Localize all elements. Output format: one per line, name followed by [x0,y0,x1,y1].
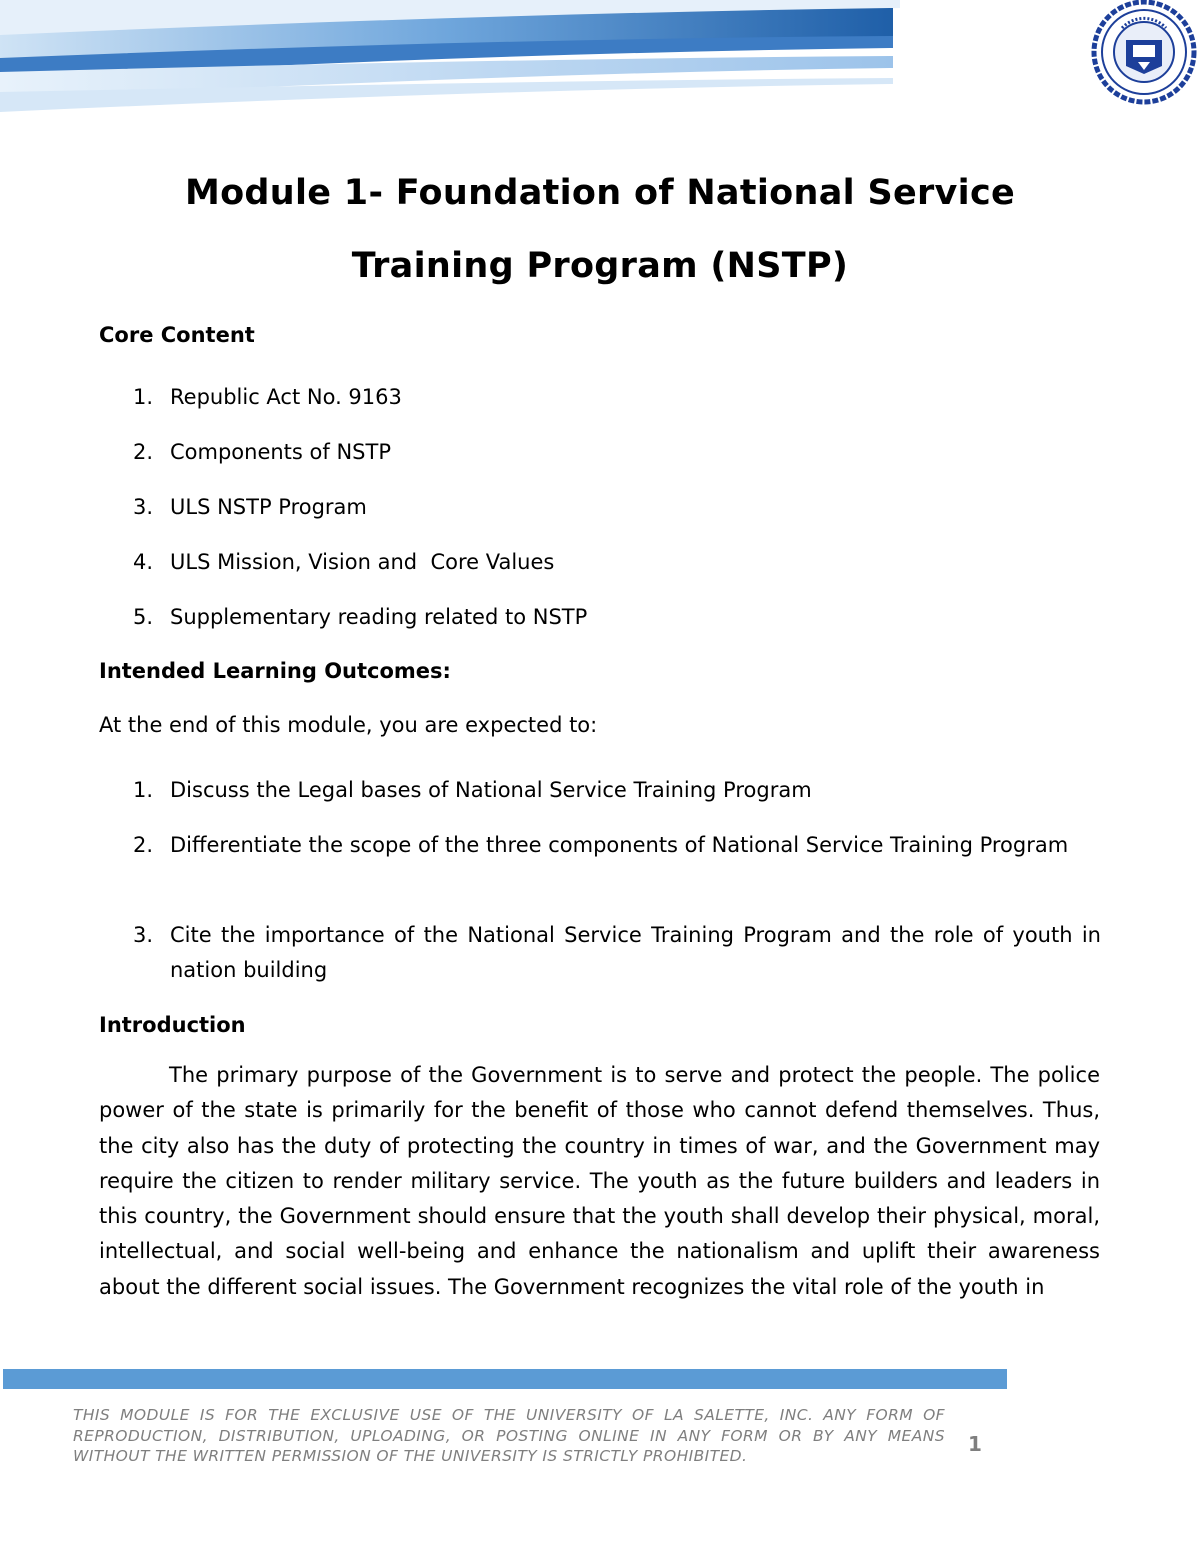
list-item-number: 5. [133,605,154,629]
list-item-number: 1. [133,778,154,802]
list-item-number: 2. [133,833,154,857]
module-title-line-1: Module 1- Foundation of National Service [184,173,1016,213]
list-item [133,435,1101,470]
list-item [133,918,1101,988]
outcomes-heading: Intended Learning Outcomes: [99,659,451,683]
list-item [133,380,1101,415]
introduction-paragraph [99,1058,1100,1305]
list-item [133,545,1101,580]
list-item-text: Cite the importance of the National Service Training Program and the role of youth in nation building [170,923,1101,982]
list-item-text: Supplementary reading related to NSTP [170,605,588,629]
header-banner-graphic [0,0,900,115]
list-item-text: Republic Act No. 9163 [170,385,402,409]
list-item [133,773,1101,808]
footer-notice: THIS MODULE IS FOR THE EXCLUSIVE USE OF THE UNIVERSITY OF LA SALETTE, INC. ANY FORM OF REPRODUCTION, DISTRIBUTION, UPLOADING, OR POSTING ONLINE IN ANY FORM OR BY ANY MEANS WITHOUT THE WRITTEN PERMISSION OF THE UNIVERSITY IS STRICTLY PROHIBITED. [73,1406,945,1465]
list-item [133,490,1101,525]
introduction-paragraph-text: The primary purpose of the Government is to serve and protect the people. The police power of the state is primarily for the benefit of those who cannot defend themselves. Thus, the city also has the duty of protecting the country in times of war, and the Government may require the citizen to render military service. The youth as the future builders and leaders in this country, the Government should ensure that the youth shall develop their physical, moral, intellectual, and social well-being and enhance the nationalism and uplift their awareness about the different social issues. The Government recognizes the vital role of the youth in [99,1063,1100,1299]
module-title-line-2: Training Program (NSTP) [351,246,849,286]
list-item-number: 4. [133,550,154,574]
university-seal-icon [1088,0,1200,105]
list-item-text: ULS Mission, Vision and Core Values [170,550,555,574]
outcomes-intro: At the end of this module, you are expected to: [99,713,598,737]
footer-bar [3,1369,1007,1389]
list-item-number: 1. [133,385,154,409]
list-item-text: Differentiate the scope of the three components of National Service Training Program [170,833,1069,857]
list-item-text: Discuss the Legal bases of National Service Training Program [170,778,812,802]
list-item-number: 2. [133,440,154,464]
core-content-heading: Core Content [99,323,255,347]
list-item [133,828,1101,863]
introduction-heading: Introduction [99,1013,246,1037]
list-item-number: 3. [133,923,154,947]
list-item-text: Components of NSTP [170,440,391,464]
list-item-number: 3. [133,495,154,519]
list-item [133,600,1101,635]
list-item-text: ULS NSTP Program [170,495,367,519]
page-number: 1 [968,1432,982,1456]
